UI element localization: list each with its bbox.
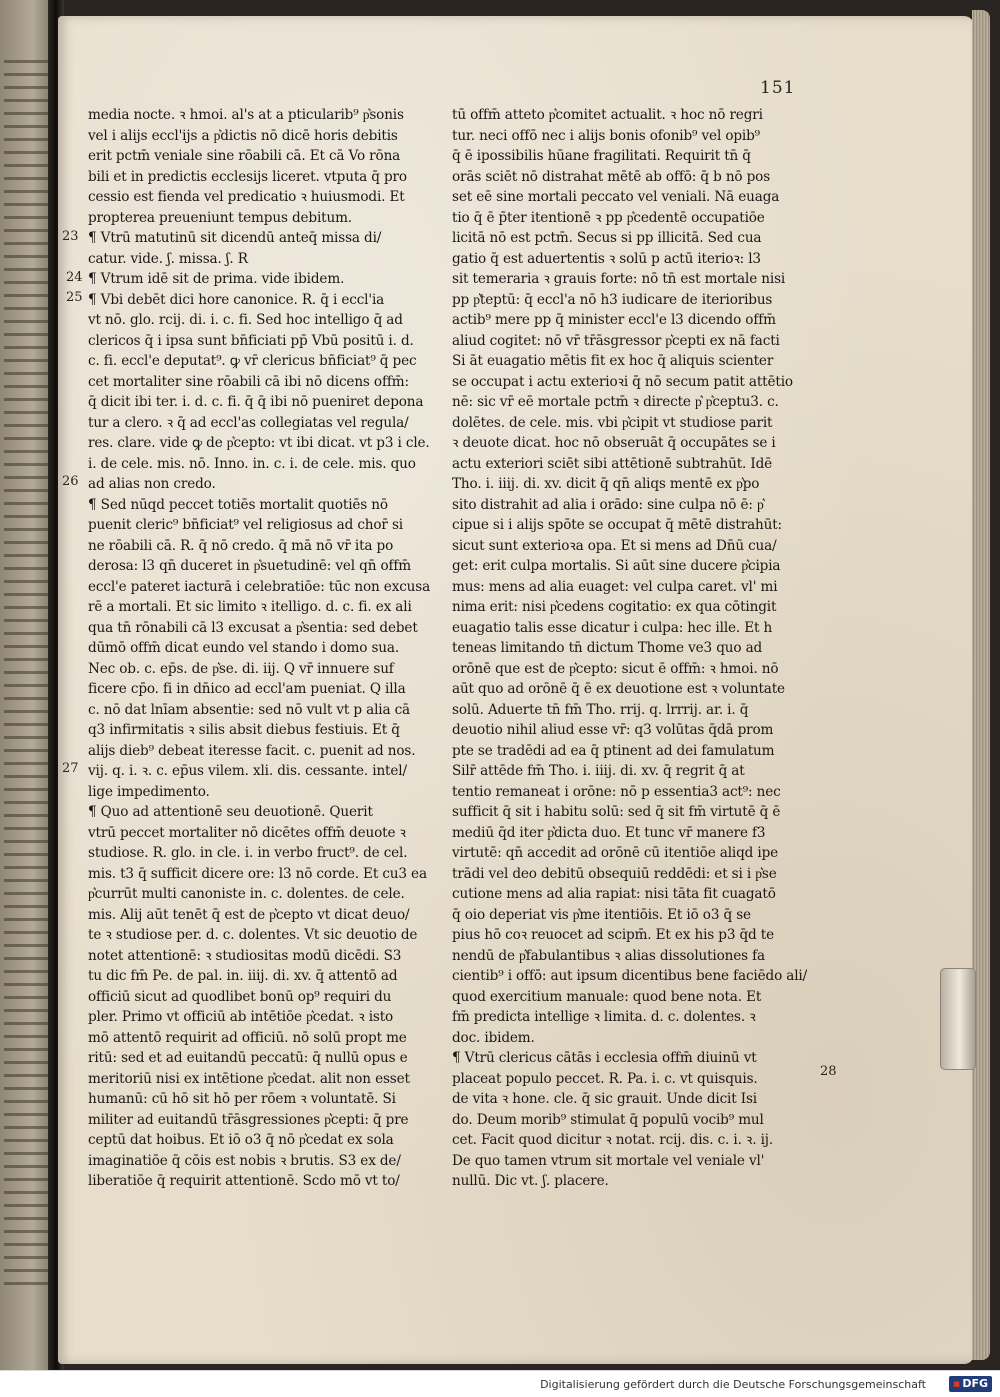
- text-line: pte se tradēdi ad ea q̄ ptinent ad dei famulatum: [452, 742, 775, 759]
- text-line: trādi vel deo debitū obsequiū reddēdi: et si i p͛se: [452, 865, 777, 882]
- text-line: aūt quo ad orōnē q̄ ē ex deuotione est ꝛ voluntate: [452, 681, 785, 697]
- text-line: orōnē que est de p͛cepto: sicut ē offm̄: ꝛ hmoi. nō: [452, 660, 779, 677]
- text-line: propterea preueniunt tempus debitum.: [88, 209, 352, 226]
- credit-text: Digitalisierung gefördert durch die Deutsche Forschungsgemeinschaft: [540, 1378, 926, 1391]
- text-line: se occupat i actu exterioꝛi q̄ nō secum patit attētio: [452, 373, 793, 390]
- text-line: nima erit: nisi p͛cedens cogitatio: ex qua cōtingit: [452, 599, 777, 615]
- text-line: cientib⁹ i offō: aut ipsum dicentibus bene faciēdo ali/: [452, 968, 808, 984]
- text-line: cutione mens ad alia rapiat: nisi tāta fit cuagatō: [452, 886, 776, 902]
- text-line: virtutē: qn̄ accedit ad orōnē cū itentiōe aliqd ipe: [452, 845, 779, 861]
- right-text-column: [452, 105, 817, 1192]
- text-line: bili et in predictis ecclesijs liceret. vtputa q̄ pro: [88, 168, 407, 185]
- text-line: q3 infirmitatis ꝛ silis absit diebus festiuis. Et q̄: [88, 722, 400, 738]
- text-line: placeat populo peccet. R. Pa. i. c. vt quisquis.: [452, 1070, 758, 1087]
- text-line: tur a clero. ꝛ q̄ ad eccl'as collegiatas vel regula/: [88, 414, 409, 431]
- text-line: cet mortaliter sine rōabili cā ibi nō dicens offm̄:: [88, 373, 409, 390]
- text-line: sit temeraria ꝛ grauis forte: nō tn̄ est mortale nisi: [452, 271, 786, 287]
- text-line: licitā nō est pctm̄. Secus si pp illicitā. Sed cua: [452, 230, 762, 246]
- text-line: puenit cleric⁹ bn̄ficiat⁹ vel religiosus ad chor̄ si: [88, 517, 403, 533]
- text-line: q̄ ē ipossibilis hūane fragilitati. Requirit tn̄ q̄: [452, 148, 751, 164]
- text-line: erit pctm̄ veniale sine rōabili cā. Et cā Vo rōna: [88, 148, 401, 164]
- margin-number: 23: [62, 229, 79, 244]
- text-line: ꝛ deuote dicat. hoc nō obseruāt q̄ occupātes se i: [452, 435, 776, 451]
- margin-number: 28: [820, 1064, 837, 1079]
- text-line: pius hō coꝛ reuocet ad scipm̄. Et ex his p3 q̄d te: [452, 927, 774, 943]
- text-line: mediū q̄d iter p͛dicta duo. Et tunc vr̄ manere f3: [452, 824, 766, 841]
- text-line: militer ad euitandū tr̄āsgressiones p͛cepti: q̄ pre: [88, 1111, 409, 1128]
- text-line: tio q̄ ē p̄ter itentionē ꝛ pp p͛cedentē occupatiōe: [452, 209, 765, 226]
- dfg-logo-text: DFG: [962, 1377, 988, 1390]
- text-line: imaginatiōe q̄ cōis est nobis ꝛ brutis. S3 ex de/: [88, 1152, 401, 1169]
- text-line: media nocte. ꝛ hmoi. al's at a pticularib⁹ p͛sonis: [88, 107, 404, 123]
- text-line: mis. Alij aūt tenēt q̄ est de p͛cepto vt dicat deuo/: [88, 906, 410, 923]
- text-line: actu exteriori sciēt sibi attētionē subtrahūt. Idē: [452, 455, 773, 472]
- text-line: euagatio talis esse dicatur i culpa: hec ille. Et h: [452, 619, 773, 636]
- text-line: ceptū dat hoibus. Et iō o3 q̄ nō p͛cedat ex sola: [88, 1132, 394, 1148]
- page-fore-edge: [972, 10, 990, 1360]
- logo-mark-icon: ▪: [952, 1377, 961, 1390]
- text-line: solū. Aduerte tn̄ fm̄ Tho. rrij. q. lrrrij. ar. i. q̄: [452, 701, 749, 718]
- dfg-logo: [949, 1376, 992, 1392]
- text-line: mus: mens ad alia euaget: vel culpa caret. vl' mi: [452, 578, 778, 595]
- text-line: q̄ oio deperiat vis p͛me itentiōis. Et iō o3 q̄ se: [452, 906, 751, 923]
- text-line: Silr̄ attēde fm̄ Tho. i. iiij. di. xv. q̄ regrit q̄ at: [452, 763, 745, 779]
- text-line: humanū: cū hō sit hō per rōem ꝛ voluntatē. Si: [88, 1091, 396, 1107]
- text-line: nē: sic vr̄ eē mortale pctm̄ ꝛ directe p͛ p͛ceptu3. c.: [452, 394, 779, 410]
- text-line: meritoriū nisi ex intētione p͛cedat. alit non esset: [88, 1070, 410, 1087]
- text-line: ¶ Vtrū matutinū sit dicendū anteq̄ missa di/: [88, 230, 382, 246]
- text-line: ne rōabili cā. R. q̄ nō credo. q̄ mā nō vr̄ ita po: [88, 537, 394, 554]
- text-line: quod exercitium manuale: quod bene nota. Et: [452, 988, 762, 1005]
- margin-number: 26: [62, 474, 79, 489]
- text-line: eccl'e pateret iacturā i celebratiōe: tūc non excusa: [88, 578, 431, 595]
- text-line: actib⁹ mere pp q̄ minister eccl'e l3 dicendo offm̄: [452, 312, 776, 328]
- text-line: vtrū peccet mortaliter nō dicētes offm̄ deuote ꝛ: [88, 824, 406, 841]
- text-line: Tho. i. iiij. di. xv. dicit q̄ qn̄ aliqs mentē ex p͛po: [452, 476, 760, 492]
- text-line: res. clare. vide ꝙ de p͛cepto: vt ibi dicat. vt p3 i cle.: [88, 435, 430, 451]
- text-line: q̄ dicit ibi ter. i. d. c. fi. q̄ q̄ ibi nō pueniret depona: [88, 394, 424, 410]
- text-line: aliud cogitet: nō vr̄ tr̄āsgressor p͛cepti ex nā facti: [452, 332, 780, 349]
- text-line: clericos q̄ i ipsa sunt bn̄ficiati pp̄ Vbū positū i. d.: [88, 332, 414, 349]
- text-line: ¶ Vtrum idē sit de prima. vide ibidem.: [88, 271, 345, 287]
- text-line: vij. q. i. ꝛ. c. ep̄us vilem. xli. dis. cessante. intel/: [88, 763, 407, 779]
- text-line: De quo tamen vtrum sit mortale vel veniale vl': [452, 1152, 765, 1169]
- text-line: c. fi. eccl'e deputat⁹. ꝙ vr̄ clericus bn̄ficiat⁹ q̄ pec: [88, 353, 417, 369]
- margin-number: 25: [66, 290, 83, 305]
- margin-number: 27: [62, 761, 79, 776]
- text-line: tentio remaneat i orōne: nō p essentia3 act⁹: nec: [452, 783, 781, 800]
- text-line: c. nō dat lnīam absentie: sed nō vult vt p alia cā: [88, 701, 411, 718]
- text-line: dūmō offm̄ dicat eundo vel stando i domo sua.: [88, 640, 400, 656]
- text-line: deuotio nihil aliud esse vr̄: q3 volūtas q̄dā prom: [452, 722, 774, 738]
- text-line: ¶ Vbi debēt dici hore canonice. R. q̄ i eccl'ia: [88, 291, 385, 308]
- text-line: mis. t3 q̄ sufficit dicere ore: l3 nō corde. Et cu3 ea: [88, 865, 427, 882]
- text-line: teneas limitando tn̄ dictum Thome ve3 quo ad: [452, 640, 763, 656]
- page-clip: [940, 968, 976, 1070]
- text-line: orās sciēt nō distrahat mētē ab offō: q̄ b nō pos: [452, 168, 771, 185]
- text-line: de vita ꝛ hone. cle. q̄ sic grauit. Unde dicit Isi: [452, 1091, 757, 1107]
- text-line: fm̄ predicta intellige ꝛ limita. d. c. dolentes. ꝛ: [452, 1009, 756, 1025]
- text-line: studiose. R. glo. in cle. i. in verbo fruct⁹. de cel.: [88, 845, 408, 861]
- text-line: gatio q̄ est aduertentis ꝛ solū p actū iterioꝛ: l3: [452, 250, 761, 267]
- text-line: nullū. Dic vt. ʃ. placere.: [452, 1173, 609, 1189]
- text-line: qua tn̄ rōnabili cā l3 excusat a p͛sentia: sed debet: [88, 619, 418, 636]
- text-line: tur. neci offō nec i alijs bonis ofonib⁹ vel opib⁹: [452, 127, 760, 144]
- margin-number: 24: [66, 270, 83, 285]
- text-line: nendū de p͛fabulantibus ꝛ alias dissolutiones fa: [452, 947, 765, 964]
- text-line: do. Deum morib⁹ stimulat q̄ populū vocib⁹ mul: [452, 1111, 764, 1128]
- text-line: ¶ Quo ad attentionē seu deuotionē. Querit: [88, 804, 373, 820]
- text-line: dolētes. de cele. mis. vbi p͛cipit vt studiose parit: [452, 414, 773, 431]
- text-line: ficere cp̄o. fi in dn̄ico ad eccl'am pueniat. Q illa: [88, 681, 406, 697]
- text-line: te ꝛ studiose per. d. c. dolentes. Vt sic deuotio de: [88, 927, 418, 943]
- folio-number: 151: [760, 78, 796, 98]
- text-line: mō attentō requirit ad officiū. nō solū propt me: [88, 1029, 407, 1046]
- credit-bar: [0, 1370, 1000, 1397]
- text-line: notet attentionē: ꝛ studiositas modū dicēdi. S3: [88, 947, 402, 964]
- text-line: ¶ Sed nūqd peccet totiēs mortalit quotiēs nō: [88, 496, 388, 513]
- text-line: set eē sine mortali peccato vel veniali. Nā euaga: [452, 189, 780, 205]
- text-line: get: erit culpa mortalis. Si aūt sine ducere p͛cipia: [452, 558, 781, 574]
- text-line: i. de cele. mis. nō. Inno. in. c. i. de cele. mis. quo: [88, 455, 416, 472]
- text-line: vel i alijs eccl'ijs a p͛dictis nō dicē horis debitis: [88, 127, 398, 144]
- text-line: cipue si i alijs spōte se occupat q̄ mētē distrahūt:: [452, 517, 782, 533]
- text-line: rē a mortali. Et sic limito ꝛ itelligo. d. c. fi. ex ali: [88, 599, 412, 615]
- text-line: derosa: l3 qn̄ duceret in p͛suetudinē: vel qn̄ offm̄: [88, 558, 412, 574]
- text-line: Nec ob. c. ep̄s. de p͛se. di. iij. Q vr̄ innuere suf: [88, 660, 394, 677]
- text-line: officiū sicut ad quodlibet bonū op⁹ requiri du: [88, 988, 392, 1005]
- text-line: p͛currūt multi canoniste in. c. dolentes. de cele.: [88, 886, 405, 902]
- text-line: lige impedimento.: [88, 783, 210, 800]
- text-line: cet. Facit quod dicitur ꝛ notat. rcij. dis. c. i. ꝛ. ij.: [452, 1132, 774, 1148]
- text-line: sito distrahit ad alia i orādo: sine culpa nō ē: p͛: [452, 496, 764, 513]
- text-line: ad alias non credo.: [88, 476, 216, 492]
- text-line: catur. vide. ʃ. missa. ʃ. R: [88, 250, 248, 267]
- text-line: tū offm̄ atteto p͛comitet actualit. ꝛ hoc nō regri: [452, 107, 763, 123]
- text-line: sufficit q̄ sit i habitu solū: sed q̄ sit fm̄ virtutē q̄ ē: [452, 804, 781, 820]
- text-line: pler. Primo vt officiū ab intētiōe p͛cedat. ꝛ isto: [88, 1009, 394, 1025]
- left-text-column: [88, 105, 438, 1192]
- text-line: liberatiōe q̄ requirit attentionē. Scdo mō vt to/: [88, 1173, 400, 1189]
- text-line: vt nō. glo. rcij. di. i. c. fi. Sed hoc intelligo q̄ ad: [88, 312, 403, 328]
- text-line: Si āt euagatio mētis fit ex hoc q̄ aliquis scienter: [452, 353, 774, 369]
- text-line: ¶ Vtrū clericus cātās i ecclesia offm̄ diuinū vt: [452, 1050, 757, 1066]
- text-line: cessio est fienda vel predicatio ꝛ huiusmodi. Et: [88, 189, 405, 205]
- facing-page-text-bleed: [4, 60, 48, 1290]
- text-line: ritū: sed et ad euitandū peccatū: q̄ nullū opus e: [88, 1050, 408, 1066]
- text-line: pp p͛teptū: q̄ eccl'a nō h3 iudicare de iterioribus: [452, 291, 773, 308]
- text-line: alijs dieb⁹ debeat iteresse facit. c. puenit ad nos.: [88, 742, 416, 759]
- text-line: doc. ibidem.: [452, 1029, 535, 1046]
- text-line: sicut sunt exterioꝛa opa. Et si mens ad Dn̄ū cua/: [452, 537, 777, 554]
- text-line: tu dic fm̄ Pe. de pal. in. iiij. di. xv. q̄ attentō ad: [88, 968, 398, 984]
